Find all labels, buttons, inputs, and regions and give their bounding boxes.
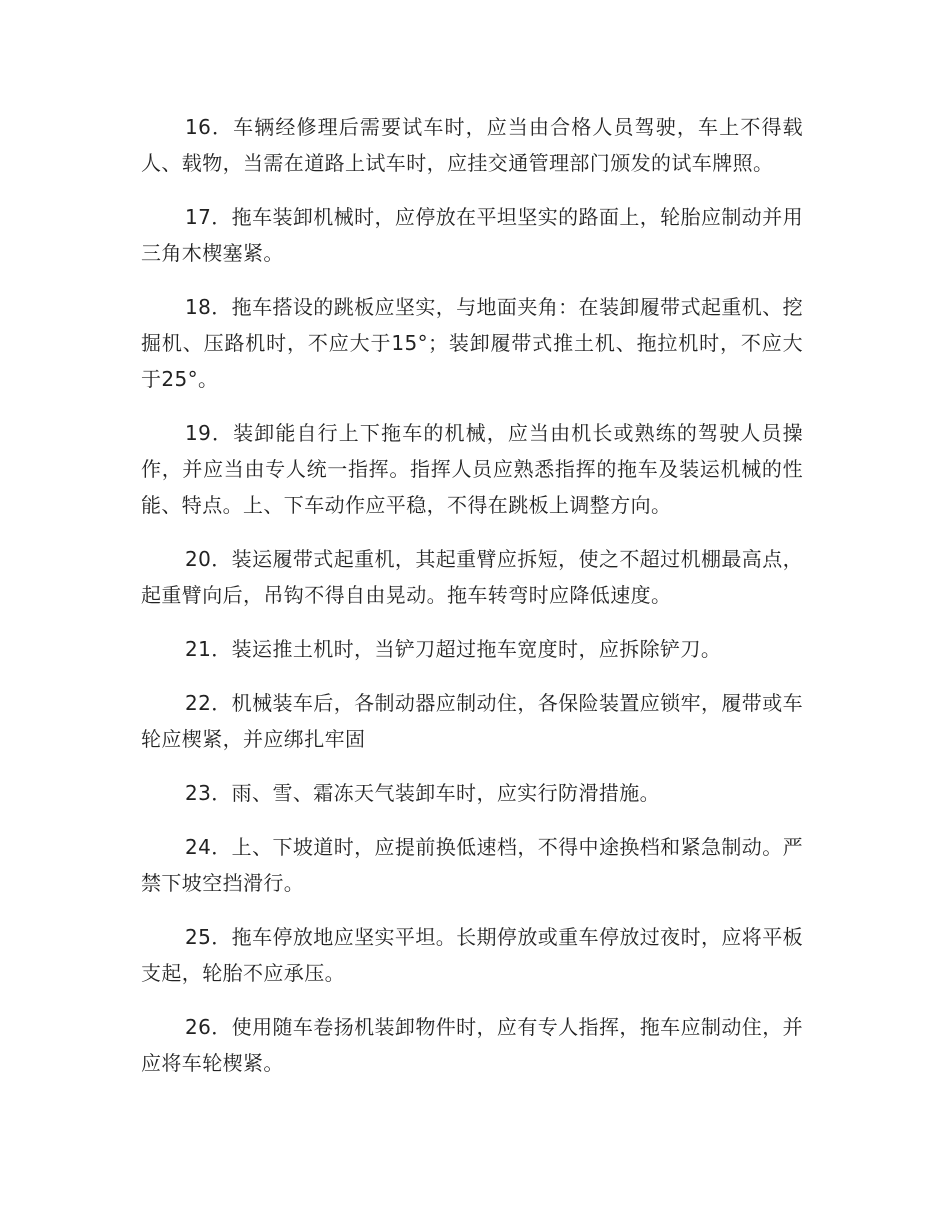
paragraph-text: 装运推土机时，当铲刀超过拖车宽度时，应拆除铲刀。 [231, 637, 722, 661]
paragraph-text: 拖车搭设的跳板应坚实，与地面夹角：在装卸履带式起重机、挖掘机、压路机时，不应大于15°；装卸履带式推土机、拖拉机时，不应大于25°。 [141, 295, 804, 391]
paragraph-number: 26． [185, 1015, 232, 1039]
paragraph-text: 拖车停放地应坚实平坦。长期停放或重车停放过夜时，应将平板支起，轮胎不应承压。 [141, 925, 804, 985]
paragraph-number: 18． [185, 295, 232, 319]
paragraph-text: 机械装车后，各制动器应制动住，各保险装置应锁牢，履带或车轮应楔紧，并应绑扎牢固 [141, 691, 804, 751]
paragraph-text: 装卸能自行上下拖车的机械，应当由机长或熟练的驾驶人员操作，并应当由专人统一指挥。指挥人员应熟悉指挥的拖车及装运机械的性能、特点。上、下车动作应平稳，不得在跳板上调整方向。 [141, 421, 803, 517]
paragraph-number: 22． [185, 691, 232, 715]
paragraph-18 [141, 289, 803, 397]
paragraph-number: 17． [185, 205, 232, 229]
paragraph-21 [141, 631, 803, 667]
paragraph-number: 20． [185, 547, 232, 571]
paragraph-text: 上、下坡道时，应提前换低速档，不得中途换档和紧急制动。严禁下坡空挡滑行。 [141, 835, 804, 895]
paragraph-16 [141, 109, 803, 181]
paragraph-number: 24． [185, 835, 232, 859]
paragraph-text: 使用随车卷扬机装卸物件时，应有专人指挥，拖车应制动住，并应将车轮楔紧。 [141, 1015, 804, 1075]
paragraph-text: 车辆经修理后需要试车时，应当由合格人员驾驶，车上不得载人、载物，当需在道路上试车时，应挂交通管理部门颁发的试车牌照。 [141, 115, 803, 175]
document-body [141, 109, 803, 1099]
paragraph-19 [141, 415, 803, 523]
paragraph-number: 21． [185, 637, 232, 661]
paragraph-number: 25． [185, 925, 232, 949]
paragraph-number: 23． [185, 781, 232, 805]
paragraph-text: 装运履带式起重机，其起重臂应拆短，使之不超过机棚最高点，起重臂向后，吊钩不得自由晃动。拖车转弯时应降低速度。 [141, 547, 804, 607]
paragraph-23 [141, 775, 803, 811]
paragraph-22 [141, 685, 803, 757]
paragraph-number: 19． [185, 421, 234, 445]
paragraph-26 [141, 1009, 803, 1081]
paragraph-17 [141, 199, 803, 271]
paragraph-text: 雨、雪、霜冻天气装卸车时，应实行防滑措施。 [231, 781, 661, 805]
paragraph-24 [141, 829, 803, 901]
paragraph-25 [141, 919, 803, 991]
paragraph-number: 16． [185, 115, 234, 139]
paragraph-20 [141, 541, 803, 613]
paragraph-text: 拖车装卸机械时，应停放在平坦坚实的路面上，轮胎应制动并用三角木楔塞紧。 [141, 205, 804, 265]
